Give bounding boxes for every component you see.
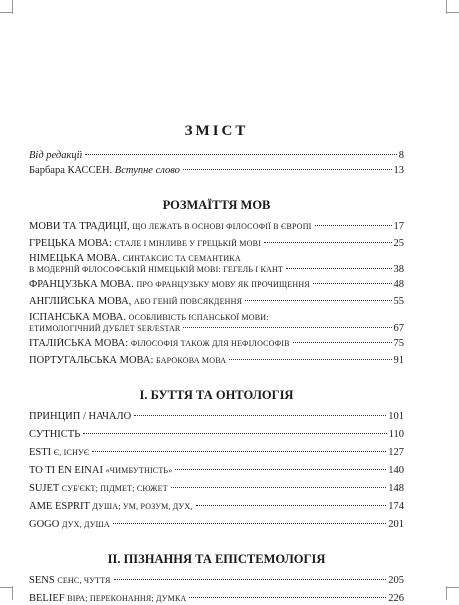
toc-entry[interactable] <box>29 238 404 250</box>
toc-page-number: 148 <box>388 483 404 494</box>
dot-leader <box>315 225 392 226</box>
table-of-contents <box>29 122 404 605</box>
toc-entry[interactable] <box>29 465 404 477</box>
toc-page-number: 75 <box>393 338 404 349</box>
toc-entry-label: SUJET СУБ'ЄКТ; ПІДМЕТ; СЮЖЕТ <box>29 483 168 494</box>
dot-leader <box>183 327 391 328</box>
toc-page-number: 17 <box>393 221 404 232</box>
dot-leader <box>85 154 396 155</box>
toc-entry[interactable] <box>29 355 404 367</box>
toc-entry[interactable] <box>29 575 404 587</box>
crop-mark <box>0 12 12 13</box>
dot-leader <box>286 268 391 269</box>
crop-mark <box>12 586 13 600</box>
dot-leader <box>229 359 391 360</box>
toc-page-number: 13 <box>393 165 404 176</box>
toc-page-number: 101 <box>388 411 404 422</box>
toc-entry-label: АНГЛІЙСЬКА МОВА, АБО ГЕНІЙ ПОВСЯКДЕННЯ <box>29 296 243 307</box>
toc-page-number: 226 <box>388 593 404 604</box>
toc-entry-label: Від редакції <box>29 150 83 161</box>
toc-entry[interactable] <box>29 296 404 308</box>
section-heading: ІІ. ПІЗНАННЯ ТА ЕПІСТЕМОЛОГІЯ <box>107 552 326 566</box>
toc-entry[interactable] <box>29 447 404 459</box>
toc-entry[interactable]: НІМЕЦЬКА МОВА. СИНТАКСИС ТА СЕМАНТИКА В МОДЕРНІЙ ФІЛОСОФСЬКІЙ НІМЕЦЬКІЙ МОВІ: ГЕГЕЛЬ І КАНТ 38 <box>29 253 404 275</box>
toc-page-number: 110 <box>388 429 404 440</box>
crop-mark <box>447 587 459 588</box>
toc-entry[interactable] <box>29 411 404 423</box>
toc-entry[interactable]: ІСПАНСЬКА МОВА. ОСОБЛИВІСТЬ ІСПАНСЬКОЇ МОВИ: ЕТИМОЛОГІЧНИЙ ДУБЛЕТ SER/ESTAR 67 <box>29 312 404 334</box>
toc-page-number: 201 <box>388 519 404 530</box>
toc-entry-label: ПОРТУГАЛЬСЬКА МОВА: БАРОКОВА МОВА <box>29 355 227 366</box>
crop-mark <box>446 586 447 600</box>
dot-leader <box>196 505 387 506</box>
crop-mark <box>447 12 459 13</box>
toc-page-number: 205 <box>388 575 404 586</box>
section-heading: І. БУТТЯ ТА ОНТОЛОГІЯ <box>139 388 294 402</box>
toc-page-number: 48 <box>393 279 404 290</box>
toc-entry-label: ESTI Є, ІСНУЄ <box>29 447 90 458</box>
toc-entry-label: BELIEF ВІРА; ПЕРЕКОНАННЯ; ДУМКА <box>29 593 187 604</box>
dot-leader <box>189 597 386 598</box>
toc-entry[interactable] <box>29 593 404 605</box>
toc-entry[interactable] <box>29 165 404 177</box>
toc-entry-label: ÂME ESPRIT ДУША; УМ, РОЗУМ, ДУХ, <box>29 501 193 512</box>
dot-leader <box>92 451 386 452</box>
toc-entry-label: ГРЕЦЬКА МОВА: СТАЛЕ І МІНЛИВЕ У ГРЕЦЬКІЙ МОВІ <box>29 238 261 249</box>
dot-leader <box>171 487 386 488</box>
dot-leader <box>114 579 387 580</box>
dot-leader <box>245 300 391 301</box>
toc-entry-sublabel: ЕТИМОЛОГІЧНИЙ ДУБЛЕТ SER/ESTAR <box>29 324 181 333</box>
dot-leader <box>264 242 392 243</box>
toc-entry[interactable] <box>29 483 404 495</box>
dot-leader <box>183 169 392 170</box>
toc-entry-label <box>29 165 180 177</box>
page-title: ЗМІСТ <box>184 123 249 139</box>
dot-leader <box>83 433 386 434</box>
toc-entry[interactable] <box>29 429 404 441</box>
toc-page-number: 8 <box>398 150 404 161</box>
toc-entry-label: ПРИНЦИП / НАЧАЛО <box>29 411 132 422</box>
dot-leader <box>134 415 386 416</box>
toc-entry[interactable] <box>29 501 404 513</box>
toc-entry-label: ІТАЛІЙСЬКА МОВА: ФІЛОСОФІЯ ТАКОЖ ДЛЯ НЕФІЛОСОФІВ <box>29 338 290 349</box>
dot-leader <box>313 283 392 284</box>
crop-mark <box>12 0 13 14</box>
toc-page-number: 127 <box>388 447 404 458</box>
toc-entry-label: GOGO ДУХ, ДУША <box>29 519 110 530</box>
toc-page-number: 55 <box>393 296 404 307</box>
toc-entry-sublabel: В МОДЕРНІЙ ФІЛОСОФСЬКІЙ НІМЕЦЬКІЙ МОВІ: ГЕГЕЛЬ І КАНТ <box>29 265 284 274</box>
toc-entry-label: ФРАНЦУЗЬКА МОВА. ПРО ФРАНЦУЗЬКУ МОВУ ЯК ПРОЧИЩЕННЯ <box>29 279 310 290</box>
toc-entry-label: TO TI ÊN EINAI «ЧИМБУТНІСТЬ» <box>29 465 173 476</box>
toc-entry[interactable] <box>29 338 404 350</box>
toc-entry[interactable] <box>29 279 404 291</box>
toc-entry[interactable] <box>29 150 404 162</box>
author-name: Барбара КАССЕН. <box>29 165 113 176</box>
toc-entry[interactable] <box>29 519 404 531</box>
toc-entry-label: СУТНІСТЬ <box>29 429 81 440</box>
dot-leader <box>293 342 392 343</box>
crop-mark <box>0 587 12 588</box>
dot-leader <box>113 523 386 524</box>
toc-page-number: 25 <box>393 238 404 249</box>
toc-page-number: 67 <box>393 323 404 334</box>
toc-entry-label: SENS СЕНС, ЧУТТЯ <box>29 575 111 586</box>
toc-page-number: 38 <box>393 264 404 275</box>
dot-leader <box>175 469 386 470</box>
section-heading: РОЗМАЇТТЯ МОВ <box>162 198 271 212</box>
toc-page-number: 174 <box>388 501 404 512</box>
toc-entry-label: МОВИ ТА ТРАДИЦІЇ, ЩО ЛЕЖАТЬ В ОСНОВІ ФІЛОСОФІЇ В ЄВРОПІ <box>29 221 312 232</box>
toc-page-number: 91 <box>393 355 404 366</box>
toc-page-number: 140 <box>388 465 404 476</box>
toc-entry[interactable] <box>29 221 404 233</box>
toc-entry-title: Вступне слово <box>114 165 180 176</box>
